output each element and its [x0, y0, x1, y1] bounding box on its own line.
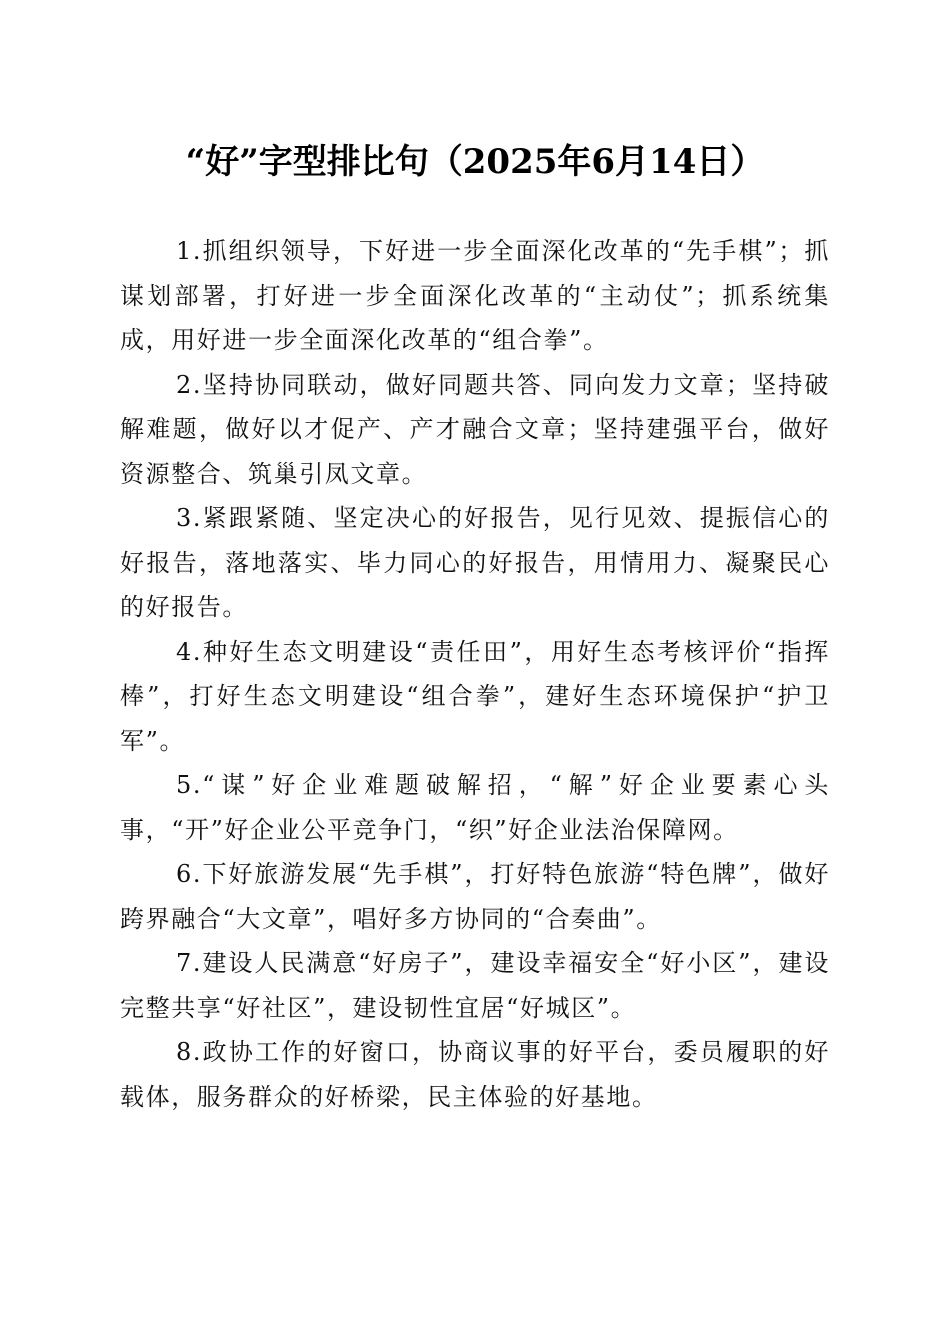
- paragraph-5: 5.“谋”好企业难题破解招，“解”好企业要素心头事，“开”好企业公平竞争门，“织”好企业法治保障网。: [120, 771, 830, 844]
- document-body: [120, 229, 830, 1119]
- paragraph-2: 2.坚持协同联动，做好同题共答、同向发力文章；坚持破解难题，做好以才促产、产才融合文章；坚持建强平台，做好资源整合、筑巢引凤文章。: [120, 370, 830, 488]
- paragraph-6: 6.下好旅游发展“先手棋”，打好特色旅游“特色牌”，做好跨界融合“大文章”，唱好多方协同的“合奏曲”。: [120, 860, 830, 933]
- paragraph-1: 1.抓组织领导，下好进一步全面深化改革的“先手棋”；抓谋划部署，打好进一步全面深化改革的“主动仗”；抓系统集成，用好进一步全面深化改革的“组合拳”。: [120, 237, 830, 354]
- paragraph-4: 4.种好生态文明建设“责任田”，用好生态考核评价“指挥棒”，打好生态文明建设“组合拳”，建好生态环境保护“护卫军”。: [120, 637, 830, 755]
- paragraph-8: 8.政协工作的好窗口，协商议事的好平台，委员履职的好载体，服务群众的好桥梁，民主体验的好基地。: [120, 1038, 830, 1111]
- paragraph-3: 3.紧跟紧随、坚定决心的好报告，见行见效、提振信心的好报告，落地落实、毕力同心的好报告，用情用力、凝聚民心的好报告。: [120, 504, 830, 621]
- paragraph-7: 7.建设人民满意“好房子”，建设幸福安全“好小区”，建设完整共享“好社区”，建设韧性宜居“好城区”。: [120, 949, 830, 1022]
- document-title: “好”字型排比句（2025年6月14日）: [185, 142, 765, 182]
